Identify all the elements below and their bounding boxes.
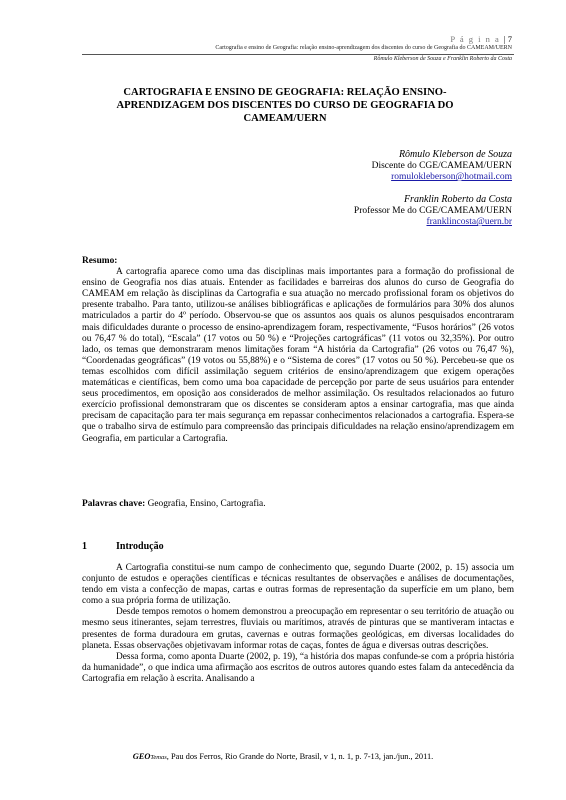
keywords-label: Palavras chave: (82, 499, 146, 509)
section-title: Introdução (116, 541, 164, 552)
author-affiliation: Discente do CGE/CAMEAM/UERN (371, 160, 512, 171)
paragraph: Desde tempos remotos o homem demonstrou a preocupação em representar o seu território de atuação ou mesmo seus itinerantes, sejam terrestres, fluviais ou marítimos, através de pinturas que se mantiveram intactas e presentes de forma duradoura em grutas, cavernas e outras formações geológicas, em diversas localidades do planeta. Essas observações objetivavam informar rotas de caças, fontes de água e diversas outras descrições. (82, 607, 514, 651)
introduction-body (82, 563, 514, 685)
header-divider (82, 54, 514, 55)
paragraph: A Cartografia constitui-se num campo de conhecimento que, segundo Duarte (2002, p. 15) associa um conjunto de estudos e operações científicas e técnicas resultantes de observações e análises de documentações, tendo em vista a confecção de mapas, cartas e outras formas de representação da superfície em um plano, bem como a sua própria forma de utilização. (82, 563, 514, 607)
author-email-link[interactable]: franklincosta@uern.br (426, 217, 512, 228)
page-number-value: | 7 (503, 34, 512, 44)
running-authors: Rômulo Kleberson de Souza e Franklin Roberto da Costa (373, 56, 512, 62)
author-affiliation: Professor Me do CGE/CAMEAM/UERN (353, 205, 512, 216)
page-number (450, 34, 512, 44)
keywords (82, 499, 514, 510)
author-block-1 (372, 149, 512, 184)
author-name: Franklin Roberto da Costa (403, 194, 512, 205)
footer (0, 752, 566, 761)
footer-citation: , Pau dos Ferros, Rio Grande do Norte, Brasil, v 1, n. 1, p. 7-13, jan./jun., 2011. (166, 752, 434, 761)
journal-logo: GEOTemas (132, 752, 167, 761)
paragraph: Dessa forma, como aponta Duarte (2002, p. 19), “a história dos mapas confunde-se com a própria história da humanidade”, o que indica uma afirmação aos escritos de outros autores quando estes falam da antecedência da Cartografia em relação à escrita. Analisando a (82, 651, 514, 684)
abstract (82, 256, 514, 445)
author-email-link[interactable]: romulokleberson@hotmail.com (391, 172, 512, 183)
abstract-heading: Resumo: (82, 256, 118, 266)
section-number: 1 (82, 541, 87, 552)
abstract-text: A cartografia aparece como uma das disciplinas mais importantes para a formação do profissional de ensino de Geografia nos dias atuais. Entender as facilidades e barreiras dos alunos do curso de Geografia do CAMEAM em relação às disciplinas da Cartografia e sua atuação no mercado profissional foram os objetivos do presente trabalho. Para tanto, utilizou-se análises bibliográficas e aplicações de formulários para 30% dos alunos matriculados a partir do 4º período. Observou-se que os assuntos aos quais os alunos pesquisados encontraram mais dificuldades durante o processo de ensino-aprendizagem foram, respectivamente, “Fusos horários” (26 votos ou 76,47 % do total), “Escala” (17 votos ou 50 %) e “Projeções cartográficas” (11 votos ou 32,35%). Por outro lado, os temas que demonstraram menos limitações foram “A história da Cartografia” (26 votos ou 76,47 %), “Coordenadas geográficas” (19 votos ou 55,88%) e o “Sistema de cores” (17 votos ou 50 %). Percebeu-se que os temas escolhidos com difícil assimilação seguem critérios de ensino/aprendizagem que exigem operações matemáticas e científicas, bem como uma boa capacidade de percepção por parte de seus usuários para entender seus procedimentos, em oposição aos considerados de melhor assimilação. Os resultados relacionados ao futuro exercício profissional demonstraram que os discentes se consideram aptos a ensinar cartografia, mas que ainda precisam de capacitação para ter mais segurança em repassar conhecimentos relacionados a cartografia. Espera-se que o trabalho sirva de estímulo para compreensão das principais dificuldades na relação ensino/aprendizagem em Geografia, em particular a Cartografia. (82, 267, 514, 444)
running-title: Cartografia e ensino de Geografia: relação ensino-aprendizagem dos discentes do curso de Geografia do CAMEAM/UERN (215, 45, 512, 51)
author-name: Rômulo Kleberson de Souza (398, 149, 512, 160)
author-block-2 (354, 194, 512, 229)
keywords-text: Geografia, Ensino, Cartografia. (147, 499, 266, 509)
section-heading (82, 541, 164, 552)
paper-title: CARTOGRAFIA E ENSINO DE GEOGRAFIA: RELAÇÃO ENSINO-APRENDIZAGEM DOS DISCENTES DO CURSO DE GEOGRAFIA DO CAMEAM/UERN (116, 87, 454, 124)
page-label: P á g i n a (450, 34, 501, 44)
